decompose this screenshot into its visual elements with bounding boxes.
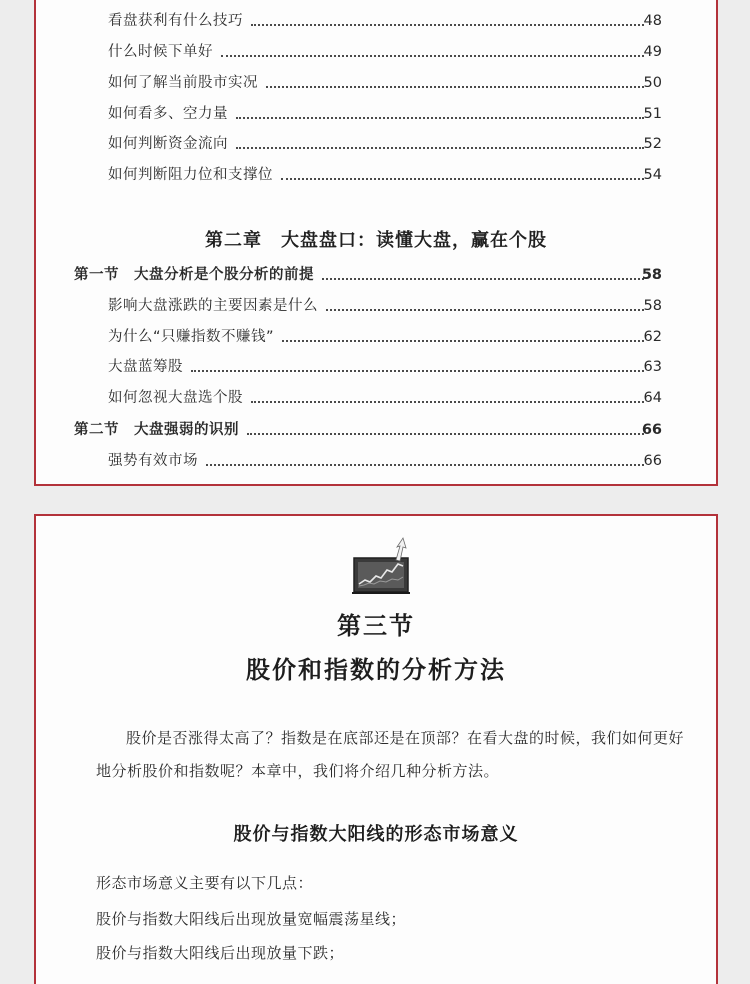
toc-leader-dots [282, 340, 644, 342]
toc-entry-title: 如何判断资金流向 [108, 136, 228, 152]
toc-entry-title: 什么时候下单好 [108, 44, 213, 60]
toc-entry-title: 如何忽视大盘选个股 [108, 390, 243, 406]
toc-entry [36, 295, 716, 317]
toc-entry-page: 54 [643, 167, 662, 183]
toc-entry [36, 387, 716, 409]
body-line: 股价与指数大阳线后出现放量下跌； [96, 944, 345, 962]
section-title: 股价和指数的分析方法 [246, 655, 506, 684]
subheading: 股价与指数大阳线的形态市场意义 [233, 824, 519, 845]
toc-entry-title: 如何判断阻力位和支撑位 [108, 167, 273, 183]
toc-entry-title: 为什么“只赚指数不赚钱” [108, 329, 275, 345]
toc-leader-dots [221, 55, 644, 57]
toc-entry-title: 看盘获利有什么技巧 [108, 13, 243, 29]
toc-entry [36, 133, 716, 155]
toc-entry [36, 164, 716, 186]
intro-paragraph: 股价是否涨得太高了？指数是在底部还是在顶部？在看大盘的时候，我们如何更好地分析股价和指数呢？本章中，我们将介绍几种分析方法。 [96, 729, 685, 780]
body-line: 股价与指数大阳线后出现放量宽幅震荡星线； [96, 910, 407, 928]
toc-entry-title: 影响大盘涨跌的主要因素是什么 [108, 298, 318, 314]
toc-entry-page: 52 [643, 136, 662, 152]
stock-chart-icon [350, 536, 418, 596]
toc-leader-dots [247, 433, 644, 435]
toc-entry [36, 326, 716, 348]
toc-leader-dots [266, 86, 644, 88]
toc-entry-page: 50 [643, 75, 662, 91]
toc-entry [36, 450, 716, 472]
toc-entry [36, 72, 716, 94]
toc-entry-page: 58 [643, 298, 662, 314]
toc-page [34, 0, 718, 486]
toc-leader-dots [236, 117, 644, 119]
toc-entry-title: 如何了解当前股市实况 [108, 75, 258, 91]
section-page [34, 514, 718, 984]
body-line: 形态市场意义主要有以下几点： [96, 874, 314, 892]
toc-entry-page: 48 [643, 13, 662, 29]
toc-entry-page: 63 [643, 359, 662, 375]
toc-entry-page: 51 [643, 106, 662, 122]
toc-entry-title: 第二节 大盘强弱的识别 [74, 422, 239, 438]
chapter-title: 第二章 大盘盘口：读懂大盘，赢在个股 [205, 230, 547, 251]
toc-entry [36, 10, 716, 32]
section-label: 第三节 [337, 611, 415, 640]
toc-entry-title: 强势有效市场 [108, 453, 198, 469]
toc-entry-page: 58 [641, 267, 662, 283]
toc-entry-title: 第一节 大盘分析是个股分析的前提 [74, 267, 314, 283]
toc-entry-title: 如何看多、空力量 [108, 106, 228, 122]
toc-leader-dots [206, 464, 644, 466]
toc-entry-page: 66 [641, 422, 662, 438]
toc-leader-dots [251, 401, 644, 403]
toc-entry-page: 49 [643, 44, 662, 60]
toc-leader-dots [251, 24, 644, 26]
toc-entry [36, 41, 716, 63]
toc-entry [36, 419, 716, 441]
toc-leader-dots [191, 370, 644, 372]
toc-entry [36, 264, 716, 286]
toc-leader-dots [326, 309, 644, 311]
toc-entry [36, 103, 716, 125]
toc-entry-title: 大盘蓝筹股 [108, 359, 183, 375]
toc-entry-page: 62 [643, 329, 662, 345]
toc-leader-dots [322, 278, 644, 280]
toc-entry [36, 356, 716, 378]
toc-leader-dots [236, 147, 644, 149]
toc-leader-dots [281, 178, 644, 180]
toc-entry-page: 64 [643, 390, 662, 406]
toc-entry-page: 66 [643, 453, 662, 469]
